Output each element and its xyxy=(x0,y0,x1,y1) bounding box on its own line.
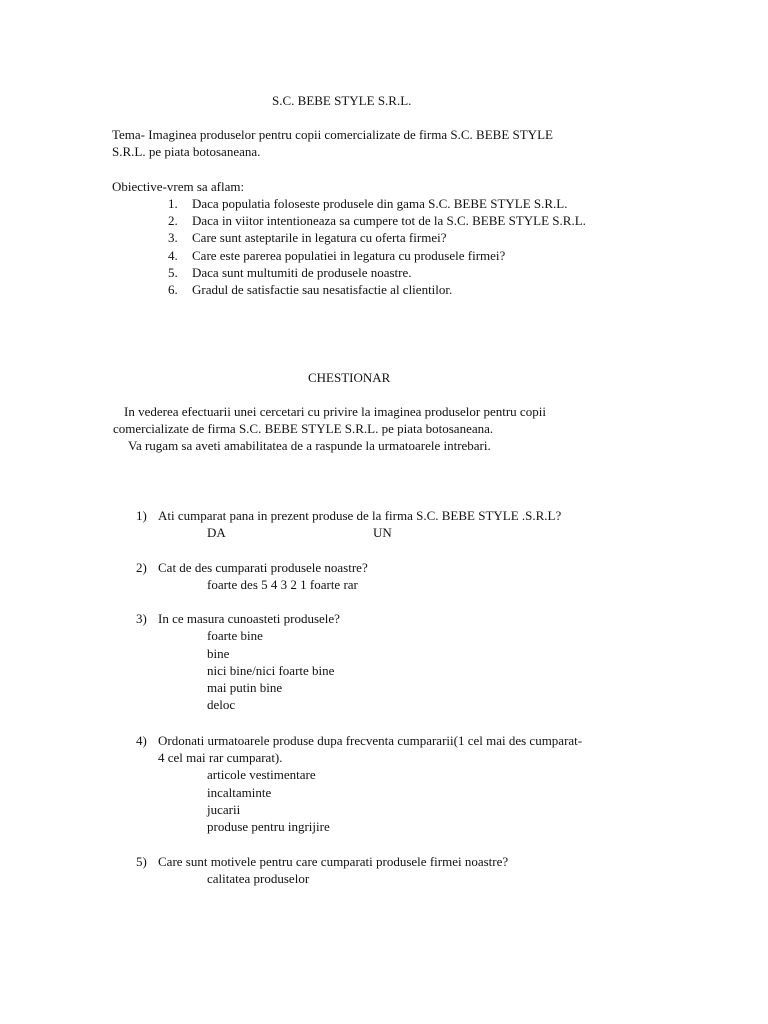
answer-option: foarte bine xyxy=(207,628,263,643)
objective-item xyxy=(168,264,586,281)
objective-number: 3. xyxy=(168,230,178,246)
objective-item xyxy=(168,195,586,212)
answer-option: incaltaminte xyxy=(207,785,272,800)
question-number: 5) xyxy=(136,854,147,869)
objective-number: 1. xyxy=(168,196,178,211)
objective-number: 4. xyxy=(168,247,178,263)
objective-item xyxy=(168,247,586,264)
objective-text: Daca sunt multumiti de produsele noastre. xyxy=(192,264,412,280)
question-5 xyxy=(136,853,508,870)
objective-number: 6. xyxy=(168,281,178,297)
company-header: S.C. BEBE STYLE S.R.L. xyxy=(272,93,412,108)
answer-option-un: UN xyxy=(373,525,392,540)
answer-option: jucarii xyxy=(207,802,241,817)
objective-text: Daca in viitor intentioneaza sa cumpere tot de la S.C. BEBE STYLE S.R.L. xyxy=(192,213,586,229)
answer-option: nici bine/nici foarte bine xyxy=(207,663,335,678)
objectives-list xyxy=(168,195,586,298)
question-4-continuation: 4 cel mai rar cumparat). xyxy=(158,750,283,765)
objective-text: Care este parerea populatiei in legatura cu produsele firmei? xyxy=(192,247,506,263)
objective-text: Daca populatia foloseste produsele din gama S.C. BEBE STYLE S.R.L. xyxy=(192,196,568,211)
answer-option: produse pentru ingrijire xyxy=(207,819,330,834)
question-number: 3) xyxy=(136,611,147,626)
intro-line-3: Va rugam sa aveti amabilitatea de a raspunde la urmatoarele intrebari. xyxy=(128,438,491,453)
question-text: Ati cumparat pana in prezent produse de la firma S.C. BEBE STYLE .S.R.L? xyxy=(158,508,562,523)
intro-line-1: In vederea efectuarii unei cercetari cu privire la imaginea produselor pentru copii xyxy=(124,404,546,419)
question-number: 2) xyxy=(136,560,147,575)
chestionar-title: CHESTIONAR xyxy=(308,370,391,385)
objective-item xyxy=(168,212,586,229)
answer-option: articole vestimentare xyxy=(207,767,316,782)
question-number: 4) xyxy=(136,733,147,748)
objective-item xyxy=(168,229,586,246)
answer-option: mai putin bine xyxy=(207,680,283,695)
question-4 xyxy=(136,732,582,749)
question-number: 1) xyxy=(136,508,147,523)
question-text: Cat de des cumparati produsele noastre? xyxy=(158,560,368,575)
intro-line-2: comercializate de firma S.C. BEBE STYLE S.R.L. pe piata botosaneana. xyxy=(113,421,494,436)
objective-item xyxy=(168,281,586,298)
answer-option: bine xyxy=(207,646,230,661)
objective-number: 5. xyxy=(168,264,178,280)
tema-line-2: S.R.L. pe piata botosaneana. xyxy=(112,144,261,159)
objectives-label: Obiective-vrem sa aflam: xyxy=(112,179,245,194)
question-1 xyxy=(136,507,561,524)
tema-line-1: Tema- Imaginea produselor pentru copii comercializate de firma S.C. BEBE STYLE xyxy=(112,127,553,142)
question-2 xyxy=(136,559,368,576)
question-text: Care sunt motivele pentru care cumparati produsele firmei noastre? xyxy=(158,854,509,869)
answer-option-da: DA xyxy=(207,525,226,540)
answer-option: calitatea produselor xyxy=(207,871,310,886)
answer-scale: foarte des 5 4 3 2 1 foarte rar xyxy=(207,577,358,592)
question-text: Ordonati urmatoarele produse dupa frecventa cumpararii(1 cel mai des cumparat- xyxy=(158,733,583,748)
objective-text: Gradul de satisfactie sau nesatisfactie al clientilor. xyxy=(192,281,453,297)
answer-option: deloc xyxy=(207,697,236,712)
objective-text: Care sunt asteptarile in legatura cu oferta firmei? xyxy=(192,230,447,246)
objective-number: 2. xyxy=(168,213,178,229)
question-text: In ce masura cunoasteti produsele? xyxy=(158,611,340,626)
question-3 xyxy=(136,610,340,627)
